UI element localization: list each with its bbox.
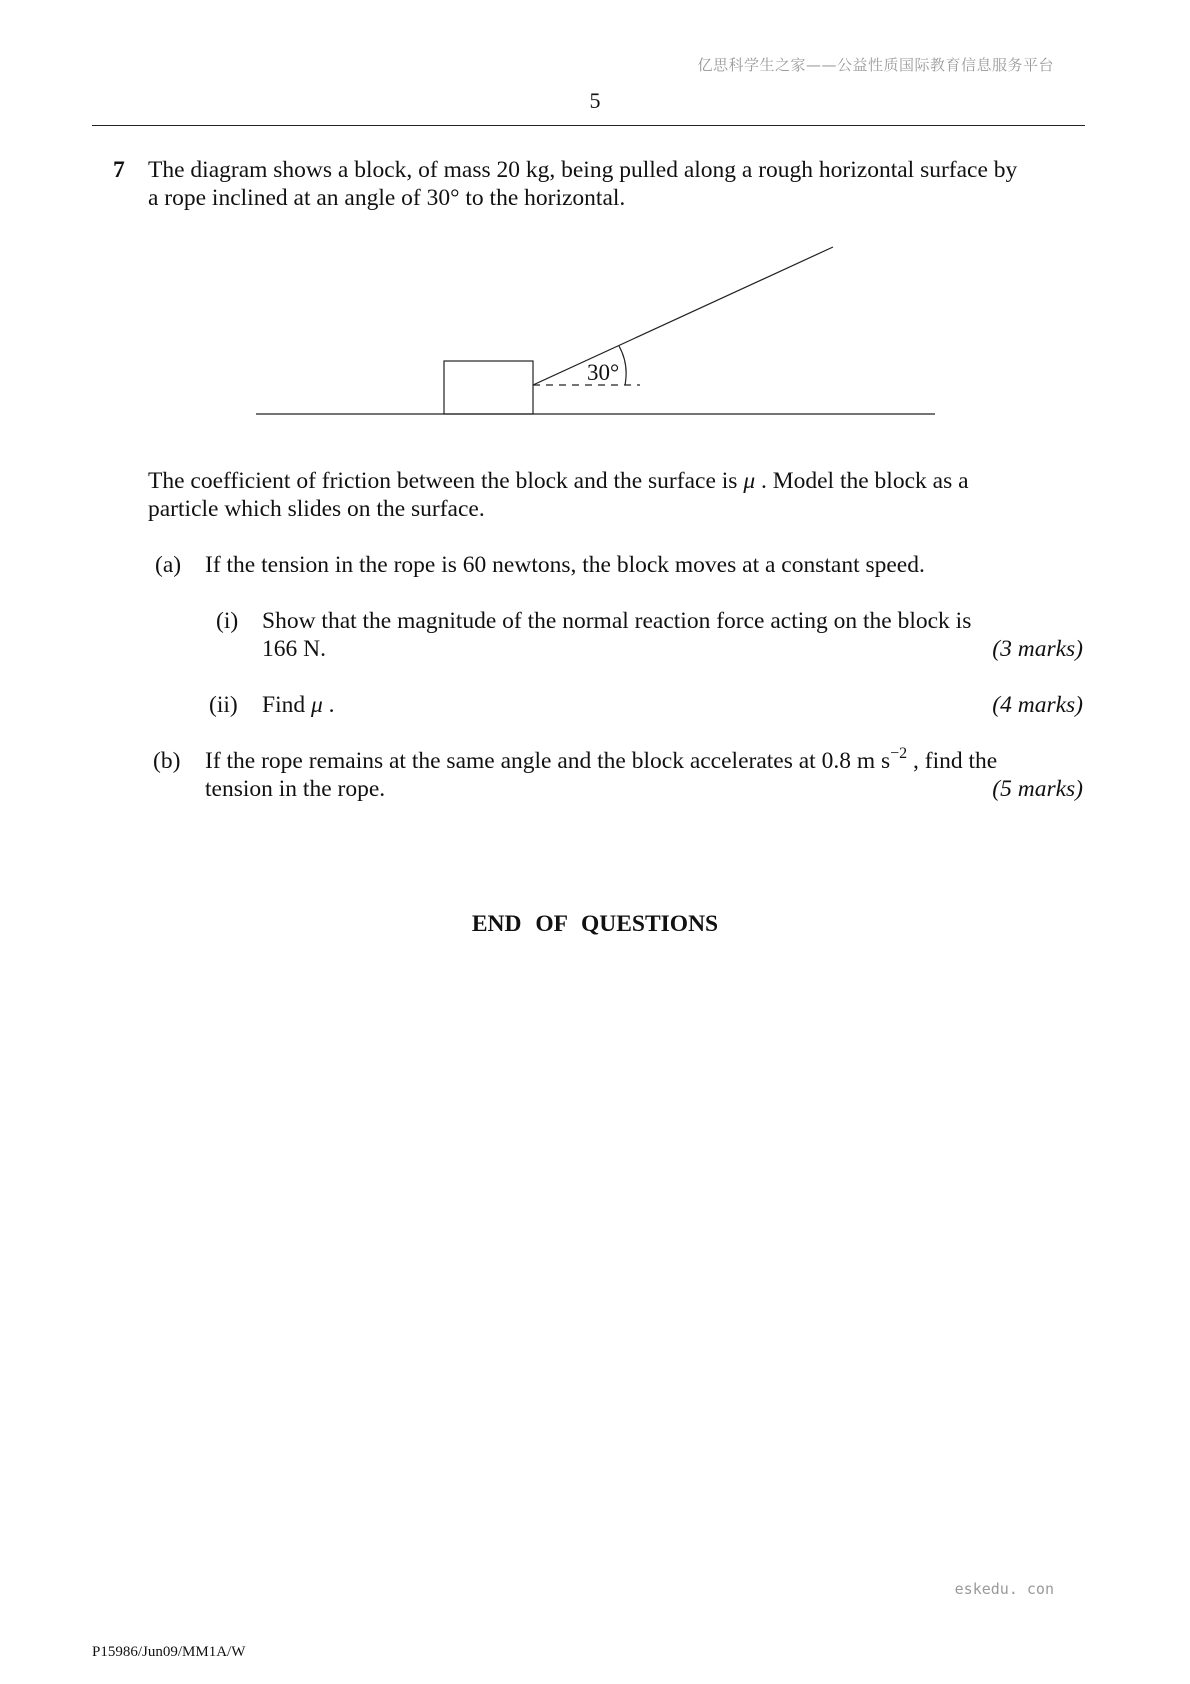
part-b-label: (b) bbox=[153, 748, 181, 774]
part-a-ii-label: (ii) bbox=[209, 692, 238, 718]
part-b-text-a: If the rope remains at the same angle and the block accelerates at 0.8 m s bbox=[205, 748, 891, 774]
page-number: 5 bbox=[589, 88, 601, 113]
angle-arc bbox=[619, 346, 626, 385]
part-a-text: If the tension in the rope is 60 newtons, the block moves at a constant speed. bbox=[205, 552, 925, 578]
question-intro-line-2: a rope inclined at an angle of 30° to the horizontal. bbox=[148, 185, 626, 211]
question-intro-line-1: The diagram shows a block, of mass 20 kg, being pulled along a rough horizontal surface by bbox=[148, 157, 1018, 183]
part-b-line-2: tension in the rope. bbox=[205, 776, 386, 802]
block bbox=[444, 361, 533, 414]
part-a-i-label: (i) bbox=[216, 608, 239, 634]
watermark-header: 亿思科学生之家——公益性质国际教育信息服务平台 bbox=[697, 56, 1054, 74]
rope bbox=[533, 247, 833, 385]
part-a-i-line-2: 166 N. bbox=[262, 636, 326, 662]
exponent: −2 bbox=[890, 745, 908, 762]
angle-label: 30° bbox=[587, 360, 620, 385]
mu-symbol: μ bbox=[743, 468, 756, 494]
find-text: Find bbox=[262, 692, 311, 718]
part-a-ii-marks: (4 marks) bbox=[992, 692, 1083, 718]
watermark-footer: eskedu. con bbox=[954, 1580, 1054, 1598]
part-a-ii-text bbox=[262, 691, 335, 719]
part-a-i-marks: (3 marks) bbox=[992, 636, 1083, 662]
friction-paragraph-line-2: particle which slides on the surface. bbox=[148, 496, 485, 522]
part-b-marks: (5 marks) bbox=[992, 776, 1083, 802]
end-of-questions: END OF QUESTIONS bbox=[471, 911, 719, 937]
question-number: 7 bbox=[113, 157, 125, 183]
paper-code: P15986/Jun09/MM1A/W bbox=[92, 1644, 246, 1660]
part-a-label: (a) bbox=[155, 552, 182, 578]
part-a-i-line-1: Show that the magnitude of the normal reaction force acting on the block is bbox=[262, 608, 972, 634]
find-text-end: . bbox=[322, 692, 335, 718]
mu-symbol: μ bbox=[310, 692, 323, 718]
friction-paragraph-line-1 bbox=[148, 467, 969, 495]
para-text-b: . Model the block as a bbox=[755, 468, 969, 494]
part-b-line-1 bbox=[205, 747, 997, 775]
para-text-a: The coefficient of friction between the block and the surface is bbox=[148, 468, 744, 494]
part-b-text-b: , find the bbox=[907, 748, 998, 774]
